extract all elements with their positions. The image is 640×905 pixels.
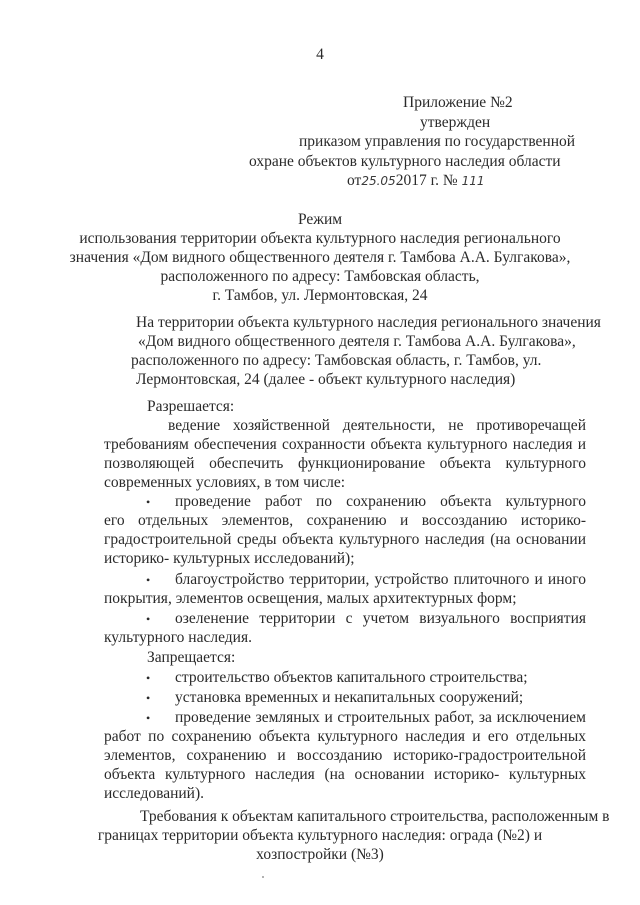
intro-line: «Дом видного общественного деятеля г. Тамбова А.А. Булгакова»,	[138, 333, 576, 350]
intro-line: расположенного по адресу: Тамбовская область, г. Тамбов, ул.	[131, 352, 542, 369]
forbidden-item-line: строительство объектов капитального строительства;	[175, 669, 528, 686]
handwritten-date: 25.05	[361, 174, 396, 188]
allowed-item-line: благоустройство территории, устройство плиточного и иного	[175, 571, 586, 588]
forbidden-item-line: элементов, сохранению и воссозданию историко-градостроительной	[104, 747, 586, 764]
intro-line: На территории объекта культурного наследия регионального значения	[136, 314, 601, 331]
forbidden-item-line: объекта культурного наследия (на основании историко- культурных	[104, 766, 586, 783]
bullet-icon: •	[146, 671, 151, 685]
forbidden-item-line: проведение земляных и строительных работ, за исключением	[175, 709, 586, 726]
bullet-icon: •	[146, 612, 151, 626]
allowed-item-line: озеленение территории с учетом визуального восприятия	[175, 610, 586, 627]
intro-line: Лермонтовская, 24 (далее - объект культурного наследия)	[136, 371, 516, 388]
requirements-line: границах территории объекта культурного наследия: ограда (№2) и	[97, 827, 543, 844]
forbidden-heading: Запрещается:	[147, 649, 236, 666]
allowed-heading: Разрешается:	[147, 398, 235, 415]
allowed-item-line: покрытия, элементов освещения, малых архитектурных форм;	[104, 590, 517, 607]
bullet-icon: •	[146, 495, 151, 509]
allowed-item-line: историко- культурных исследований);	[104, 550, 355, 567]
approval-body: охране объектов культурного наследия области	[249, 153, 561, 170]
date-prefix: от	[347, 172, 362, 189]
allowed-item-line: градостроительной среды объекта культурного наследия (на основании	[104, 531, 586, 548]
forbidden-item-line: исследований).	[104, 785, 205, 802]
title-line: расположенного по адресу: Тамбовская область,	[160, 268, 480, 285]
allowed-paragraph-line: ведение хозяйственной деятельности, не противоречащей	[168, 417, 586, 434]
allowed-item-line: культурного наследия.	[104, 629, 252, 646]
page-number: 4	[316, 46, 324, 63]
approval-appendix: Приложение №2	[403, 94, 513, 111]
forbidden-item-line: установка временных и некапитальных сооружений;	[175, 689, 524, 706]
approval-date-line	[347, 171, 485, 191]
document-title: Режим	[297, 211, 343, 228]
approval-approved: утвержден	[420, 114, 491, 131]
handwritten-number: 111	[461, 174, 485, 188]
title-line: значения «Дом видного общественного деятеля г. Тамбова А.А. Булгакова»,	[69, 249, 571, 266]
allowed-paragraph-line: требованиям обеспечения сохранности объекта культурного наследия и	[104, 436, 586, 453]
bullet-icon: •	[146, 711, 151, 725]
forbidden-item-line: работ по сохранению объекта культурного наследия и его отдельных	[104, 728, 586, 745]
bullet-icon: •	[146, 573, 151, 587]
bullet-icon: •	[146, 691, 151, 705]
allowed-item-line: проведение работ по сохранению объекта культурного	[175, 493, 586, 510]
title-line: использования территории объекта культурного наследия регионального	[79, 230, 561, 247]
date-year-label: 2017 г. №	[395, 172, 458, 189]
approval-order: приказом управления по государственной	[299, 133, 576, 150]
scan-speck	[262, 876, 264, 878]
allowed-paragraph-line: современных условиях, в том числе:	[104, 474, 346, 491]
allowed-item-line: его отдельных элементов, сохранению и воссозданию историко-	[104, 512, 586, 529]
requirements-line: хозпостройки (№3)	[256, 846, 384, 863]
title-line: г. Тамбов, ул. Лермонтовская, 24	[212, 287, 428, 304]
allowed-paragraph-line: позволяющей обеспечить функционирование объекта культурного	[104, 455, 586, 472]
requirements-line: Требования к объектам капитального строительства, расположенным в	[140, 808, 610, 825]
